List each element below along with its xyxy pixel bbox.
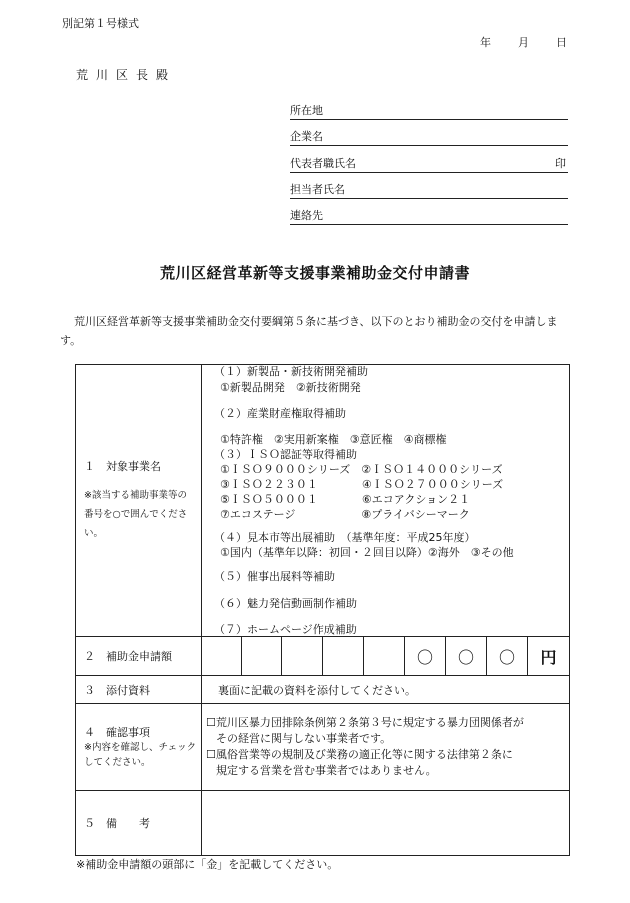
- option-group-7[interactable]: （７）ホームページ作成補助: [214, 623, 357, 636]
- remarks-label: ５ 備 考: [76, 791, 202, 856]
- addressee: 荒川区長殿: [76, 68, 177, 82]
- option-line[interactable]: ③ＩＳＯ２２３０１ ④ＩＳＯ２７０００シリーズ: [220, 478, 504, 491]
- amount-digit-cell[interactable]: 〇: [487, 637, 528, 676]
- option-line[interactable]: ⑦エコステージ ⑧プライバシーマーク: [220, 508, 470, 521]
- date-month: 月: [518, 36, 529, 49]
- address-field[interactable]: [290, 104, 568, 120]
- option-line[interactable]: ①特許権 ②実用新案権 ③意匠権 ④商標権: [220, 433, 447, 446]
- remarks-input[interactable]: [202, 791, 570, 856]
- amount-label: ２ 補助金申請額: [76, 637, 202, 676]
- target-label: １ 対象事業名: [84, 460, 161, 473]
- amount-digit-cell[interactable]: 〇: [446, 637, 487, 676]
- intro-text: 荒川区経営革新等支援事業補助金交付要綱第５条に基づき、以下のとおり補助金の交付を申請します。: [60, 315, 558, 347]
- option-line[interactable]: ①国内（基準年以降：初回・２回目以降）②海外 ③その他: [220, 546, 514, 559]
- amount-digit-cell[interactable]: [364, 637, 405, 676]
- option-group-2[interactable]: （２）産業財産権取得補助: [214, 407, 346, 420]
- option-line[interactable]: ①ＩＳＯ９０００シリーズ ②ＩＳＯ１４０００シリーズ: [220, 463, 503, 476]
- option-group-5[interactable]: （５）催事出展料等補助: [214, 570, 335, 583]
- attachments-text: 裏面に記載の資料を添付してください。: [202, 676, 570, 704]
- company-label: 企業名: [290, 130, 323, 143]
- document-title: 荒川区経営革新等支援事業補助金交付申請書: [159, 264, 470, 282]
- row-attachments: [76, 676, 570, 704]
- option-group-4[interactable]: （４）見本市等出展補助 （基準年度：平成25年度）: [214, 531, 476, 544]
- option-line[interactable]: ⑤ＩＳＯ５０００１ ⑥エコアクション２１: [220, 493, 471, 506]
- target-note: ※該当する補助事業等の番号を○で囲んでください。: [84, 490, 188, 539]
- amount-unit: 円: [528, 637, 570, 676]
- amount-digit-cell[interactable]: [323, 637, 364, 676]
- representative-field[interactable]: [290, 157, 568, 173]
- row-confirmation: [76, 704, 570, 791]
- address-label: 所在地: [290, 104, 323, 117]
- footnote: ※補助金申請額の頭部に「金」を記載してください。: [76, 858, 339, 871]
- amount-digit-cell[interactable]: 〇: [405, 637, 446, 676]
- confirm-item-1-cont: その経営に関与しない事業者です。: [216, 732, 392, 745]
- application-table: [75, 364, 570, 856]
- attachments-label: ３ 添付資料: [76, 676, 202, 704]
- date-year: 年: [480, 36, 491, 49]
- row-remarks: [76, 791, 570, 856]
- option-group-3[interactable]: （３）ＩＳＯ認証等取得補助: [214, 448, 357, 461]
- seal-mark: 印: [555, 157, 566, 170]
- contact-field[interactable]: [290, 209, 568, 225]
- option-line[interactable]: ①新製品開発 ②新技術開発: [220, 381, 361, 394]
- date-day: 日: [556, 36, 567, 49]
- amount-digit-cell[interactable]: [242, 637, 282, 676]
- confirm-item-2-cont: 規定する営業を営む事業者ではありません。: [216, 764, 437, 777]
- amount-digit-cell[interactable]: [202, 637, 242, 676]
- confirm-checkbox-1[interactable]: ☐荒川区暴力団排除条例第２条第３号に規定する暴力団関係者が: [206, 716, 524, 729]
- contact-person-field[interactable]: [290, 183, 568, 199]
- company-field[interactable]: [290, 130, 568, 146]
- target-label-cell: [76, 365, 202, 637]
- option-group-6[interactable]: （６）魅力発信動画制作補助: [214, 597, 357, 610]
- option-group-1[interactable]: （１）新製品・新技術開発補助: [214, 365, 368, 378]
- form-number: 別記第１号様式: [62, 17, 139, 30]
- target-options-cell[interactable]: [202, 365, 570, 637]
- confirm-note: ※内容を確認し、チェックしてください。: [84, 742, 197, 768]
- confirm-label-cell: [76, 704, 202, 791]
- confirm-label: ４ 確認事項: [84, 726, 150, 739]
- contact-person-label: 担当者氏名: [290, 183, 345, 196]
- confirm-items-cell: [202, 704, 570, 791]
- confirm-checkbox-2[interactable]: ☐風俗営業等の規制及び業務の適正化等に関する法律第２条に: [206, 748, 513, 761]
- amount-digit-cell[interactable]: [282, 637, 323, 676]
- row-target-project: [76, 365, 570, 637]
- representative-label: 代表者職氏名: [290, 157, 356, 170]
- contact-label: 連絡先: [290, 209, 323, 222]
- row-amount: [76, 637, 570, 676]
